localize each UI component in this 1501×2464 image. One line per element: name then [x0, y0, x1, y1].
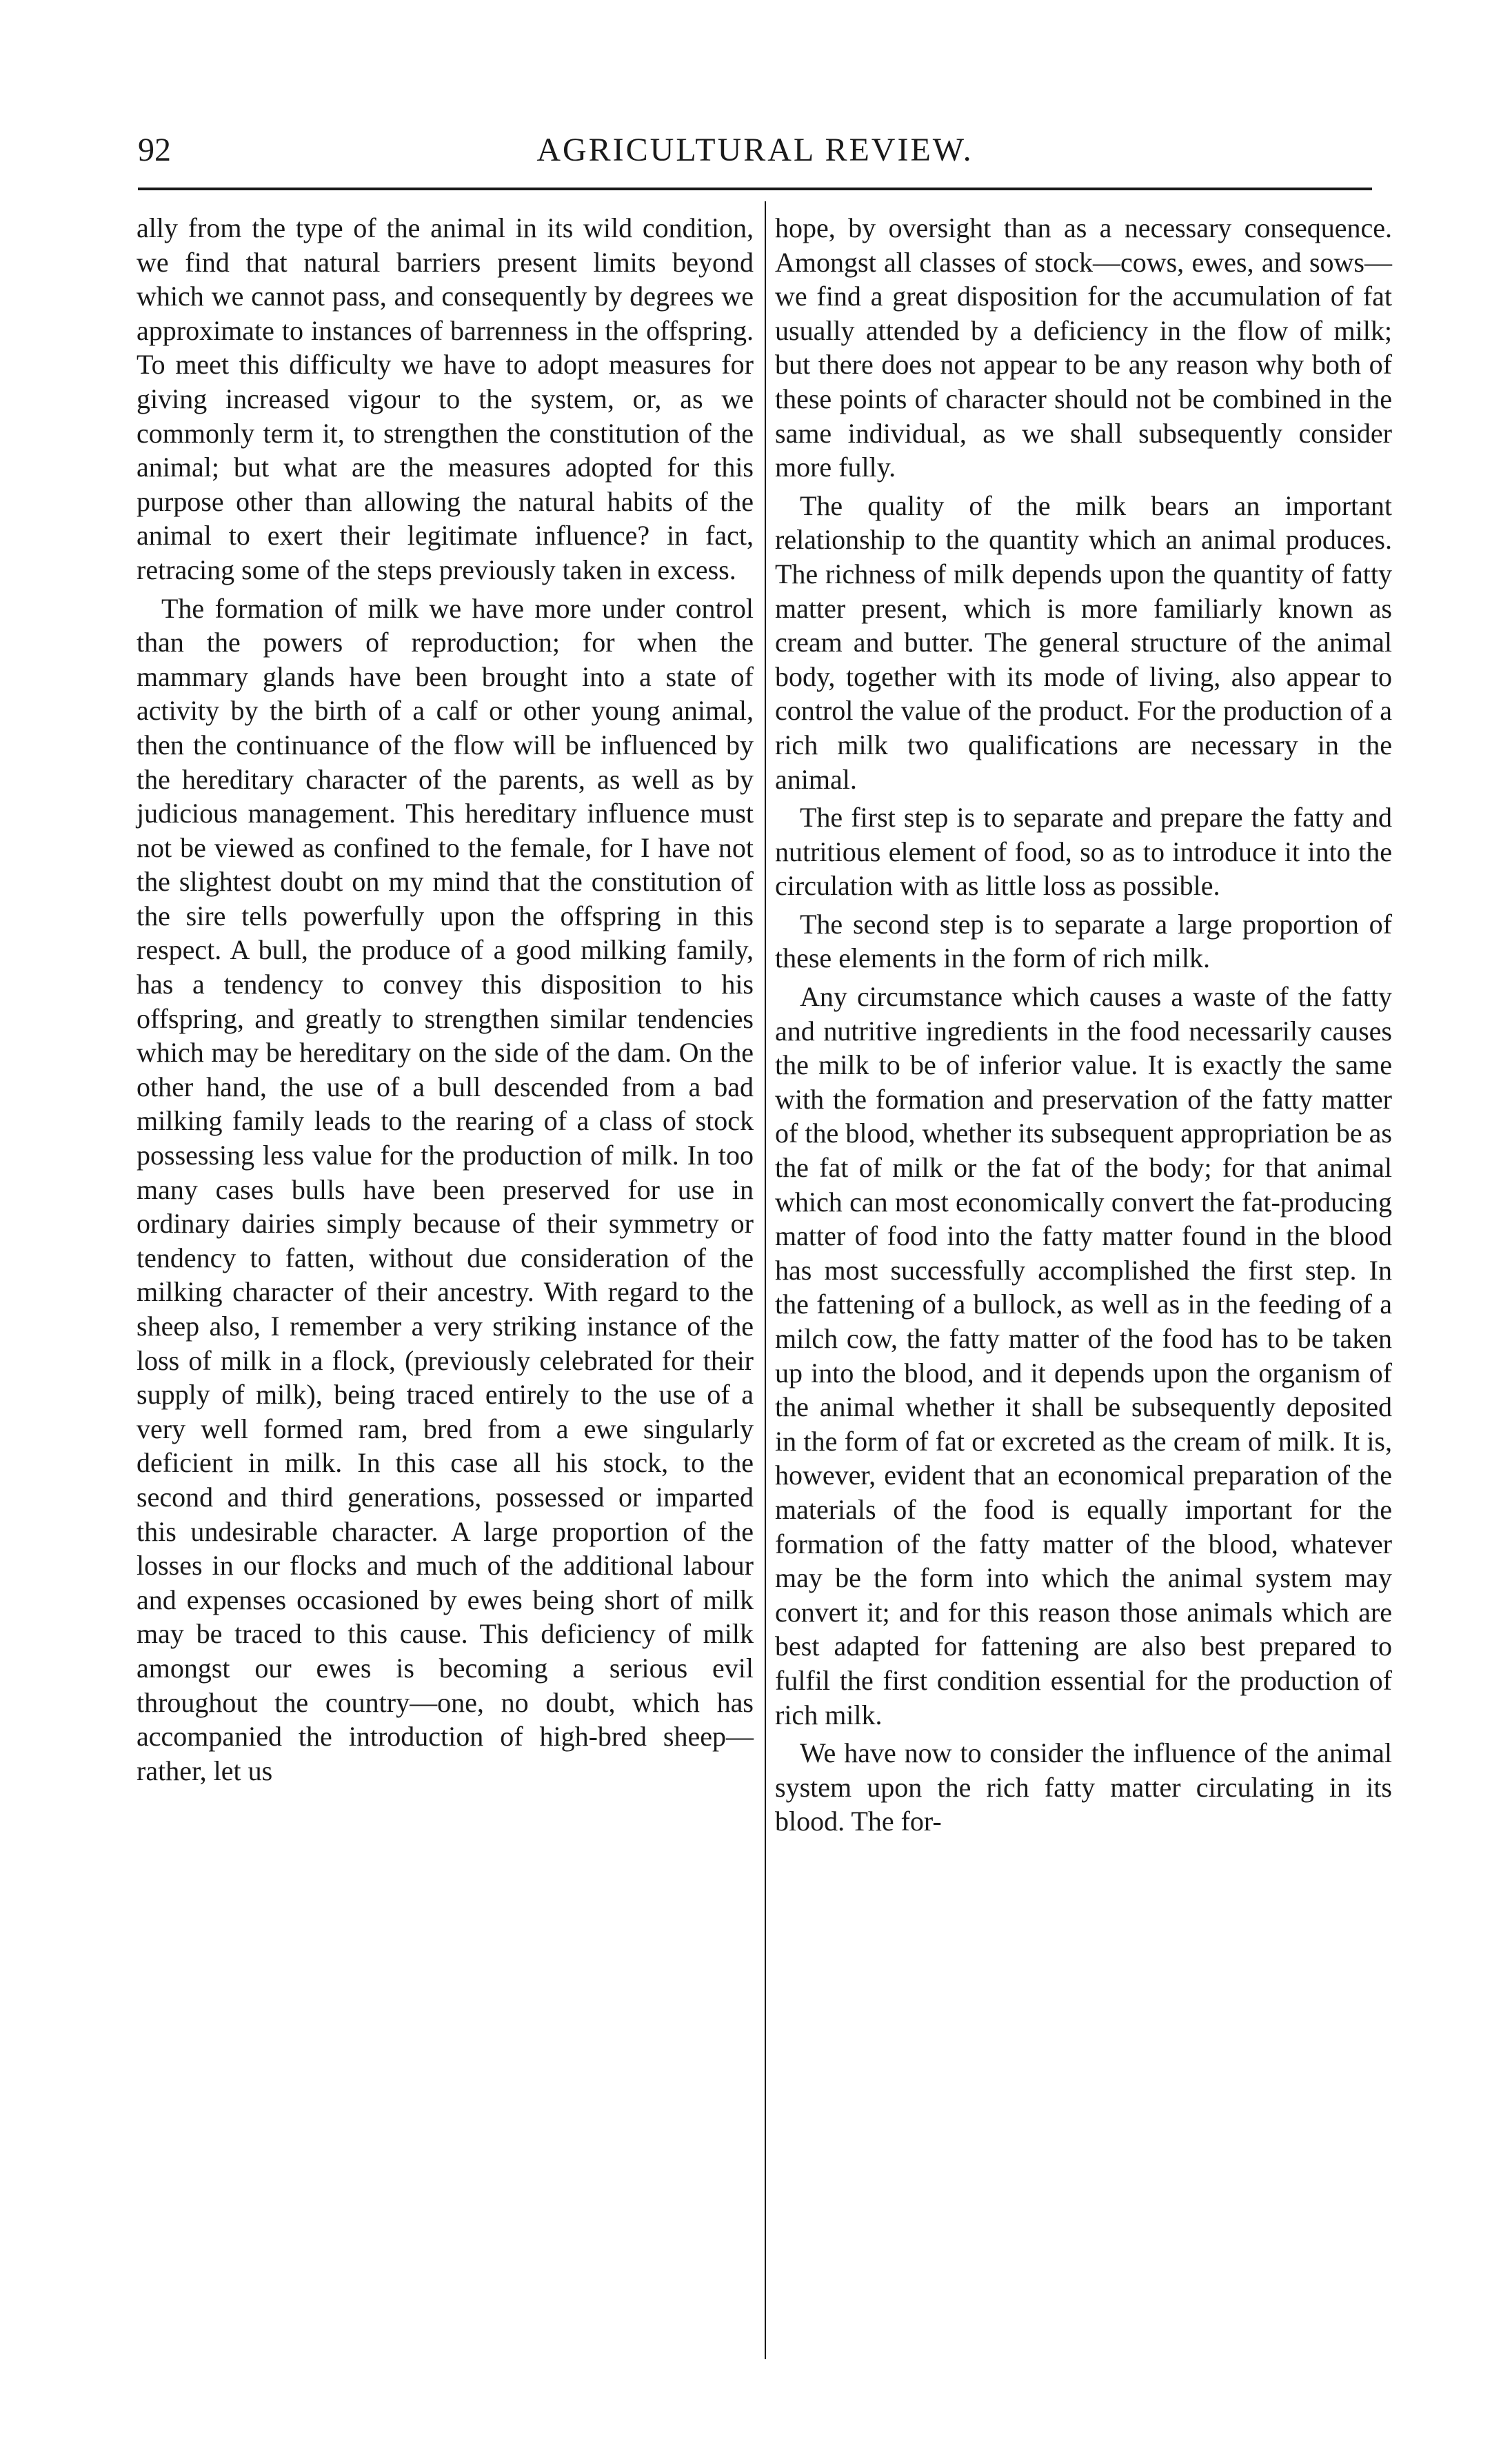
- paragraph: The formation of milk we have more under control than the powers of reproduction; for when the mammary glands have been brought into a state of activity by the birth of a calf or other young animal, then the continuance of the flow will be influenced by the hereditary character of the parents, as well as by judicious management. This hereditary influence must not be viewed as confined to the female, for I have not the slightest doubt on my mind that the constitution of the sire tells powerfully upon the offspring in this respect. A bull, the produce of a good milking family, has a tendency to convey this disposition to his offspring, and greatly to strengthen similar tendencies which may be hereditary on the side of the dam. On the other hand, the use of a bull descended from a bad milking family leads to the rearing of a class of stock possessing less value for the production of milk. In too many cases bulls have been preserved for use in ordinary dairies simply because of their symmetry or tendency to fatten, without due consideration of the milking character of their ancestry. With regard to the sheep also, I remember a very striking instance of the loss of milk in a flock, (previously celebrated for their supply of milk), being traced entirely to the use of a very well formed ram, bred from a ewe singularly deficient in milk. In this case all his stock, to the second and third generations, possessed or imparted this undesirable character. A large proportion of the losses in our flocks and much of the additional labour and expenses occasioned by ewes being short of milk may be traced to this cause. This deficiency of milk amongst our ewes is becoming a serious evil throughout the country—one, no doubt, which has accompanied the introduction of high-bred sheep—rather, let us: [137, 592, 754, 1786]
- paragraph: hope, by oversight than as a necessary consequence. Amongst all classes of stock—cows, ewes, and sows—we find a great disposition for the accumulation of fat usually attended by a deficiency in the flow of milk; but there does not appear to be any reason why both of these points of character should not be combined in the same individual, as we shall subsequently consider more fully.: [775, 212, 1392, 483]
- right-column: [775, 211, 1392, 1839]
- paragraph: The first step is to separate and prepare the fatty and nutritious element of food, so as to introduce it into the circulation with as little loss as possible.: [775, 802, 1392, 902]
- paragraph: The quality of the milk bears an important relationship to the quantity which an animal produces. The richness of milk depends upon the quantity of fatty matter present, which is more familiarly known as cream and butter. The general structure of the animal body, together with its mode of living, also appear to control the value of the product. For the production of a rich milk two qualifications are necessary in the animal.: [775, 489, 1392, 795]
- paragraph: The second step is to separate a large proportion of these elements in the form of rich milk.: [775, 908, 1392, 974]
- running-title: AGRICULTURAL REVIEW.: [536, 132, 974, 168]
- paragraph: ally from the type of the animal in its wild condition, we find that natural barriers present limits beyond which we cannot pass, and consequently by degrees we approximate to instances of barrenness in the offspring. To meet this difficulty we have to adopt measures for giving increased vigour to the system, or, as we commonly term it, to strengthen the constitution of the animal; but what are the measures adopted for this purpose other than allowing the natural habits of the animal to exert their legitimate influence? in fact, retracing some of the steps previously taken in excess.: [137, 212, 754, 585]
- paragraph: We have now to consider the influence of the animal system upon the rich fatty matter circulating in its blood. The for-: [775, 1737, 1392, 1837]
- page-number: 92: [138, 132, 171, 168]
- column-divider: [765, 201, 766, 2359]
- page-header: [138, 123, 1372, 178]
- header-rule: [138, 188, 1372, 190]
- paragraph: Any circumstance which causes a waste of the fatty and nutritive ingredients in the food necessarily causes the milk to be of inferior value. It is exactly the same with the formation and preservation of the fatty matter of the blood, whether its subsequent appropriation be as the fat of milk or the fat of the body; for that animal which can most economically convert the fat-producing matter of food into the fatty matter found in the blood has most successfully accomplished the first step. In the fattening of a bullock, as well as in the feeding of a milch cow, the fatty matter of the food has to be taken up into the blood, and it depends upon the organism of the animal whether it shall be subsequently deposited in the form of fat or excreted as the cream of milk. It is, however, evident that an economical preparation of the materials of the food is equally important for the formation of the fatty matter of the blood, whatever may be the form into which the animal system may convert it; and for this reason those animals which are best adapted for fattening are also best prepared to fulfil the first condition essential for the production of rich milk.: [775, 981, 1392, 1730]
- left-column: [137, 211, 754, 1788]
